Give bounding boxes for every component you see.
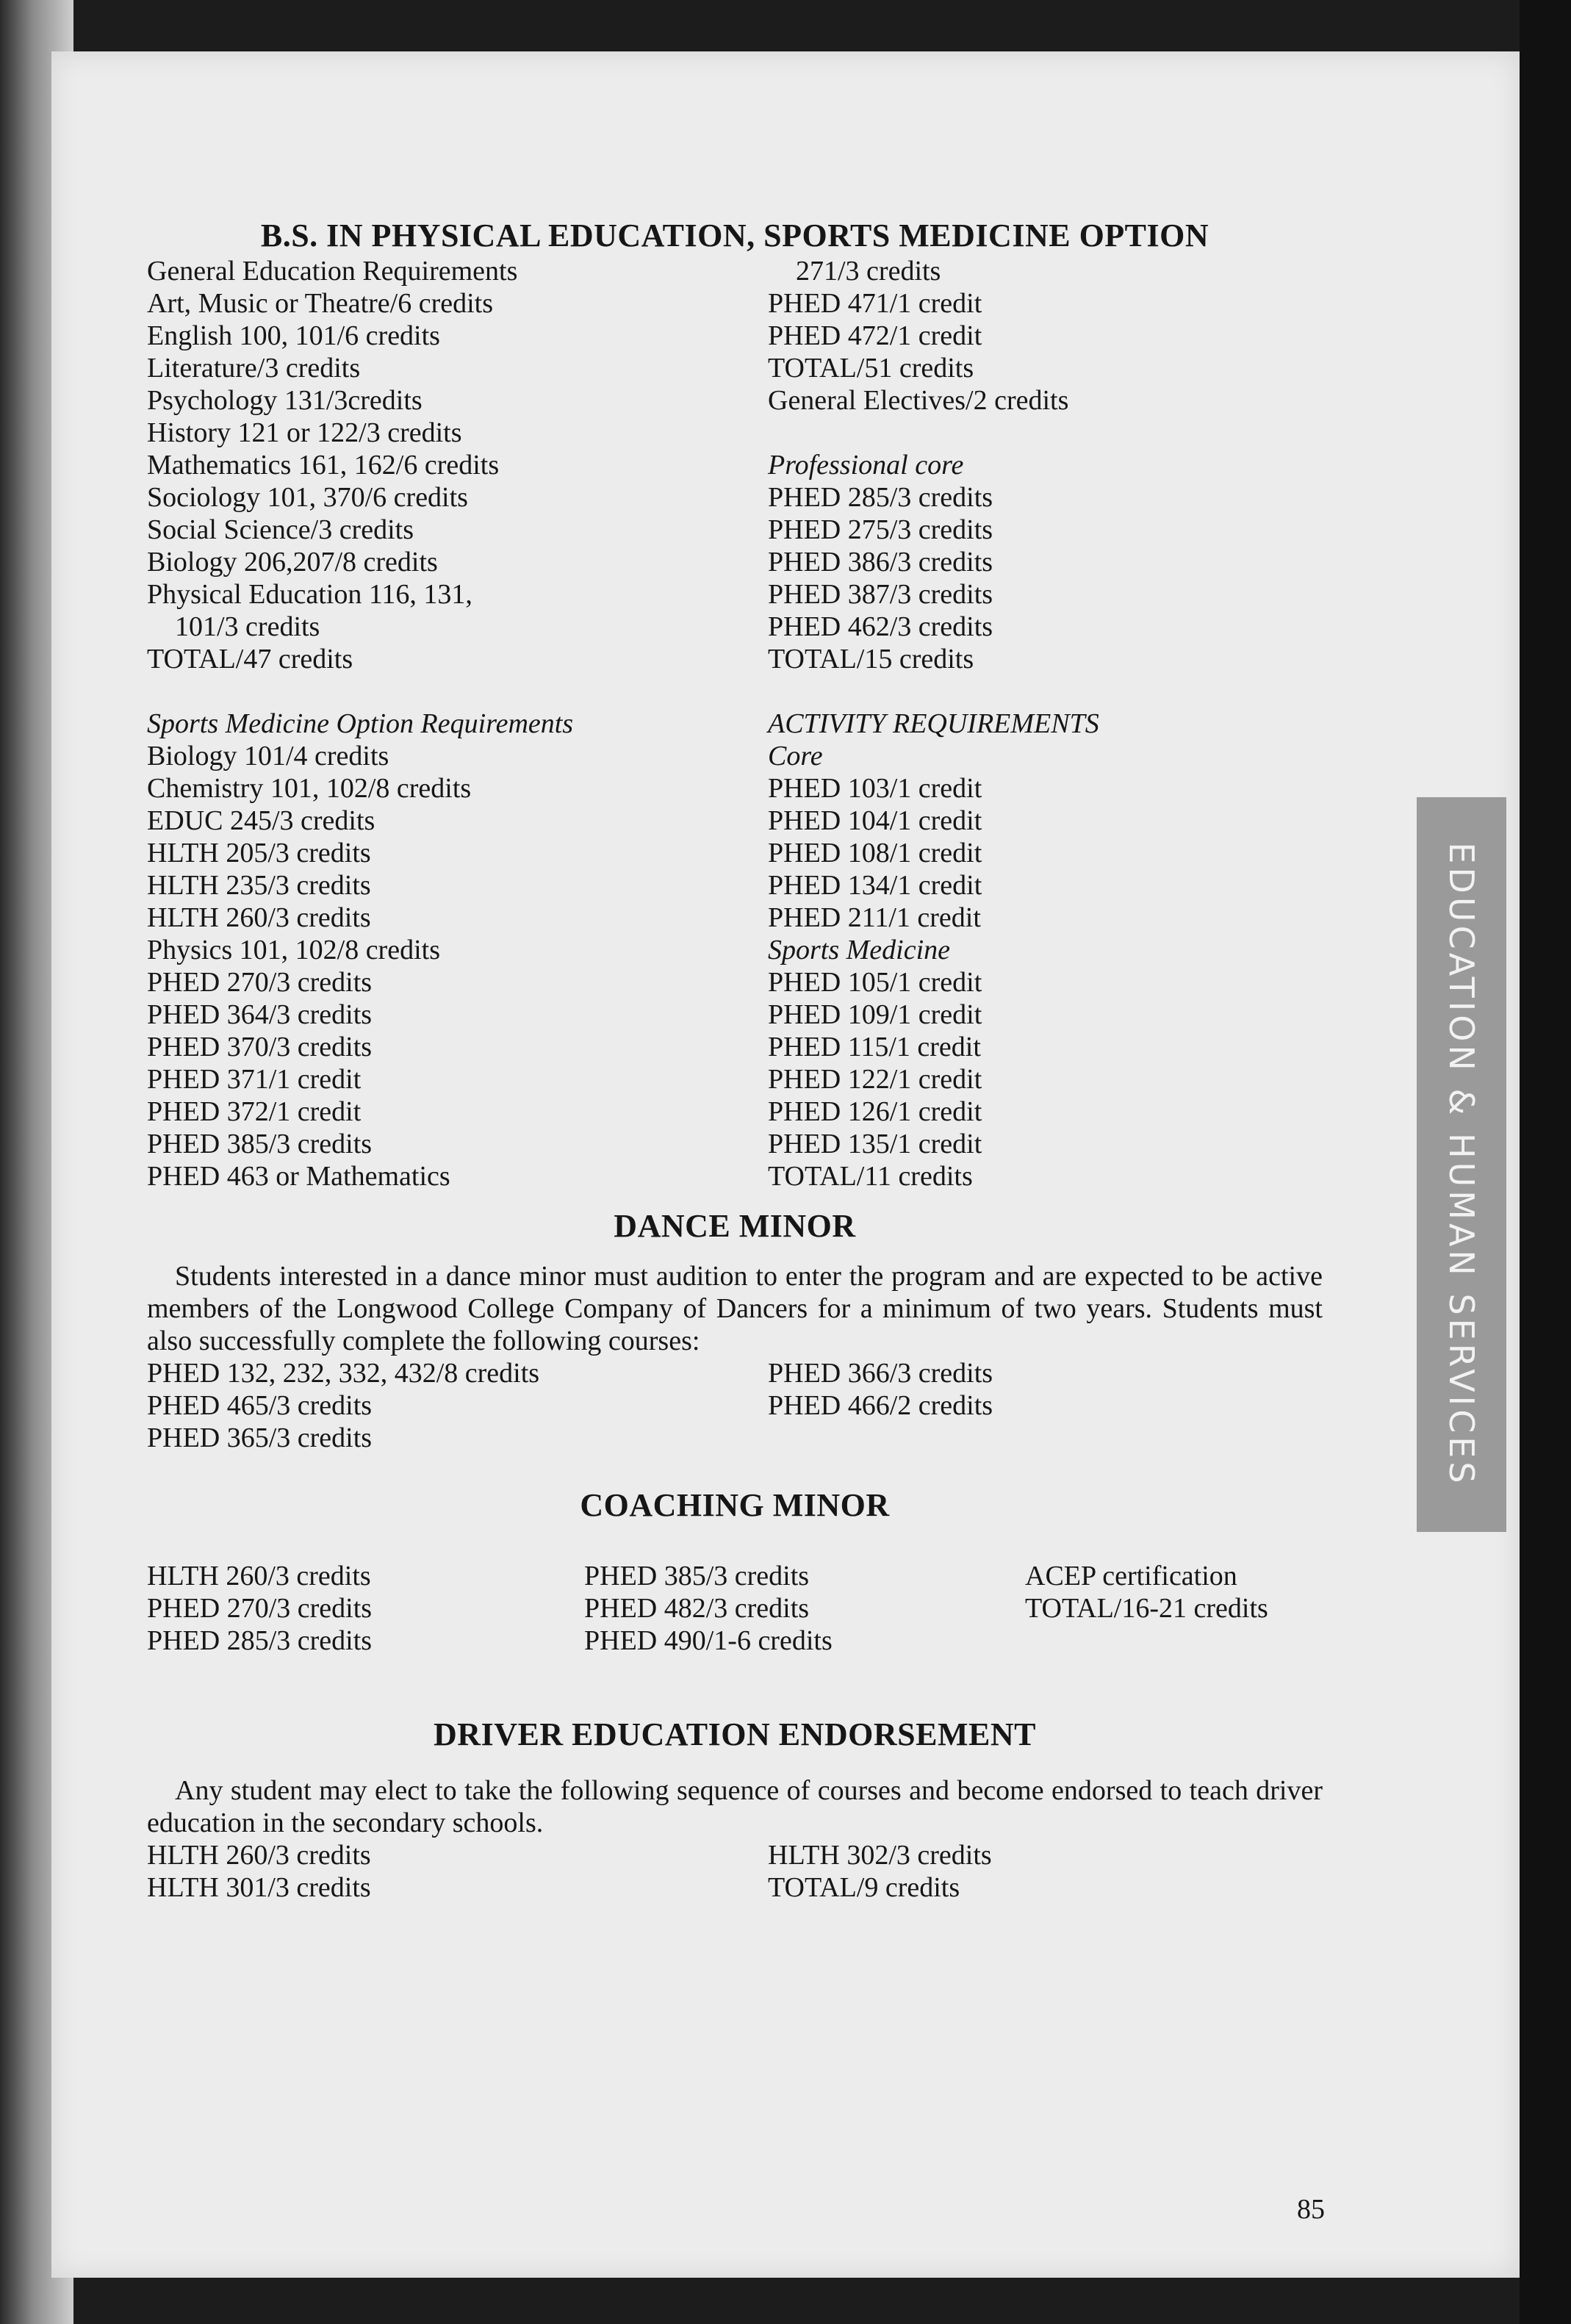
sm-line: PHED 105/1 credit [768, 967, 982, 998]
core-line: PHED 104/1 credit [768, 805, 982, 836]
physed-right-line: TOTAL/51 credits [768, 353, 974, 384]
smo-line: PHED 371/1 credit [147, 1064, 362, 1095]
coaching-line: TOTAL/16-21 credits [1025, 1593, 1268, 1624]
sm-total: TOTAL/11 credits [768, 1161, 973, 1192]
smo-line: PHED 370/3 credits [147, 1032, 373, 1062]
sports-medicine-heading: Sports Medicine [768, 935, 951, 965]
physed-right-line: 271/3 credits [796, 256, 941, 287]
prof-line: PHED 387/3 credits [768, 579, 993, 610]
physed-line: History 121 or 122/3 credits [147, 417, 462, 448]
professional-core-heading: Professional core [768, 450, 964, 481]
coaching-line: PHED 385/3 credits [584, 1561, 810, 1591]
driver-line: HLTH 302/3 credits [768, 1840, 992, 1871]
physed-line: Physical Education 116, 131, [147, 579, 472, 610]
physed-line: Sociology 101, 370/6 credits [147, 482, 468, 513]
physed-line: Biology 206,207/8 credits [147, 547, 438, 578]
sm-line: PHED 115/1 credit [768, 1032, 981, 1062]
prof-line: PHED 386/3 credits [768, 547, 993, 578]
page-number: 85 [1297, 2194, 1325, 2225]
core-heading: Core [768, 741, 823, 771]
coaching-column-2 [584, 1560, 1025, 1657]
coaching-columns [147, 1560, 1323, 1657]
core-line: PHED 211/1 credit [768, 902, 981, 933]
coaching-line: PHED 270/3 credits [147, 1593, 373, 1624]
smo-line: PHED 385/3 credits [147, 1129, 373, 1159]
dance-right-column [768, 1357, 1323, 1454]
dance-line: PHED 365/3 credits [147, 1422, 373, 1453]
dance-paragraph: Students interested in a dance minor must audition to enter the program and are expected to be active members of the Longwood College Company of Dancers for a minimum of two years. Students must also successfully complete the following courses: [147, 1261, 1323, 1356]
dance-heading: DANCE MINOR [614, 1208, 856, 1244]
driver-columns [147, 1839, 1323, 1904]
smo-line: PHED 270/3 credits [147, 967, 373, 998]
core-line: PHED 134/1 credit [768, 870, 982, 901]
physed-columns [147, 255, 1323, 1192]
page-content [147, 217, 1323, 1904]
coaching-heading: COACHING MINOR [580, 1487, 890, 1523]
sm-line: PHED 109/1 credit [768, 999, 982, 1030]
physed-line: Social Science/3 credits [147, 514, 414, 545]
smo-heading: Sports Medicine Option Requirements [147, 708, 574, 739]
physed-heading: B.S. IN PHYSICAL EDUCATION, SPORTS MEDICINE OPTION [260, 217, 1209, 253]
physed-line: Literature/3 credits [147, 353, 361, 384]
sm-line: PHED 126/1 credit [768, 1096, 982, 1127]
dance-line: PHED 466/2 credits [768, 1390, 993, 1421]
activity-heading: ACTIVITY REQUIREMENTS [768, 708, 1099, 739]
physed-line: General Education Requirements [147, 256, 518, 287]
smo-line: Physics 101, 102/8 credits [147, 935, 440, 965]
physed-line: Art, Music or Theatre/6 credits [147, 288, 493, 319]
smo-line: EDUC 245/3 credits [147, 805, 375, 836]
smo-line: HLTH 260/3 credits [147, 902, 371, 933]
driver-line: TOTAL/9 credits [768, 1872, 960, 1903]
smo-line: HLTH 205/3 credits [147, 838, 371, 868]
driver-heading: DRIVER EDUCATION ENDORSEMENT [434, 1716, 1036, 1752]
physed-left-column [147, 255, 768, 1192]
dance-line: PHED 366/3 credits [768, 1358, 993, 1389]
prof-line: PHED 275/3 credits [768, 514, 993, 545]
prof-line: PHED 462/3 credits [768, 611, 993, 642]
physed-total: TOTAL/47 credits [147, 644, 353, 674]
sm-line: PHED 135/1 credit [768, 1129, 982, 1159]
section-tab-label: EDUCATION & HUMAN SERVICES [1442, 842, 1481, 1487]
page-edge [1520, 0, 1571, 2324]
core-line: PHED 108/1 credit [768, 838, 982, 868]
prof-total: TOTAL/15 credits [768, 644, 974, 674]
coaching-line: PHED 285/3 credits [147, 1625, 373, 1656]
dance-left-column [147, 1357, 768, 1454]
driver-line: HLTH 301/3 credits [147, 1872, 371, 1903]
smo-line: Chemistry 101, 102/8 credits [147, 773, 472, 804]
smo-line: PHED 463 or Mathematics [147, 1161, 450, 1192]
spacer [768, 417, 1323, 449]
dance-line: PHED 132, 232, 332, 432/8 credits [147, 1358, 540, 1389]
physed-line: English 100, 101/6 credits [147, 320, 440, 351]
physed-line: 101/3 credits [175, 611, 320, 642]
dance-line: PHED 465/3 credits [147, 1390, 373, 1421]
section-thumb-tab [1417, 797, 1506, 1532]
smo-line: PHED 364/3 credits [147, 999, 373, 1030]
physed-right-line: PHED 472/1 credit [768, 320, 982, 351]
smo-line: HLTH 235/3 credits [147, 870, 371, 901]
driver-paragraph: Any student may elect to take the following sequence of courses and become endorsed to teach driver education in the secondary schools. [147, 1775, 1323, 1838]
sm-line: PHED 122/1 credit [768, 1064, 982, 1095]
coaching-line: PHED 482/3 credits [584, 1593, 810, 1624]
coaching-line: ACEP certification [1025, 1561, 1237, 1591]
coaching-column-3 [1025, 1560, 1323, 1657]
dance-columns [147, 1357, 1323, 1454]
coaching-line: HLTH 260/3 credits [147, 1561, 371, 1591]
coaching-column-1 [147, 1560, 584, 1657]
prof-line: PHED 285/3 credits [768, 482, 993, 513]
smo-line: PHED 372/1 credit [147, 1096, 362, 1127]
spacer [147, 675, 768, 708]
coaching-line: PHED 490/1-6 credits [584, 1625, 833, 1656]
physed-right-line: General Electives/2 credits [768, 385, 1069, 416]
core-line: PHED 103/1 credit [768, 773, 982, 804]
driver-right-column [768, 1839, 1323, 1904]
physed-line: Psychology 131/3credits [147, 385, 423, 416]
driver-line: HLTH 260/3 credits [147, 1840, 371, 1871]
spacer [768, 675, 1323, 708]
physed-right-line: PHED 471/1 credit [768, 288, 982, 319]
physed-line: Mathematics 161, 162/6 credits [147, 450, 500, 481]
smo-line: Biology 101/4 credits [147, 741, 389, 771]
physed-right-column [768, 255, 1323, 1192]
driver-left-column [147, 1839, 768, 1904]
